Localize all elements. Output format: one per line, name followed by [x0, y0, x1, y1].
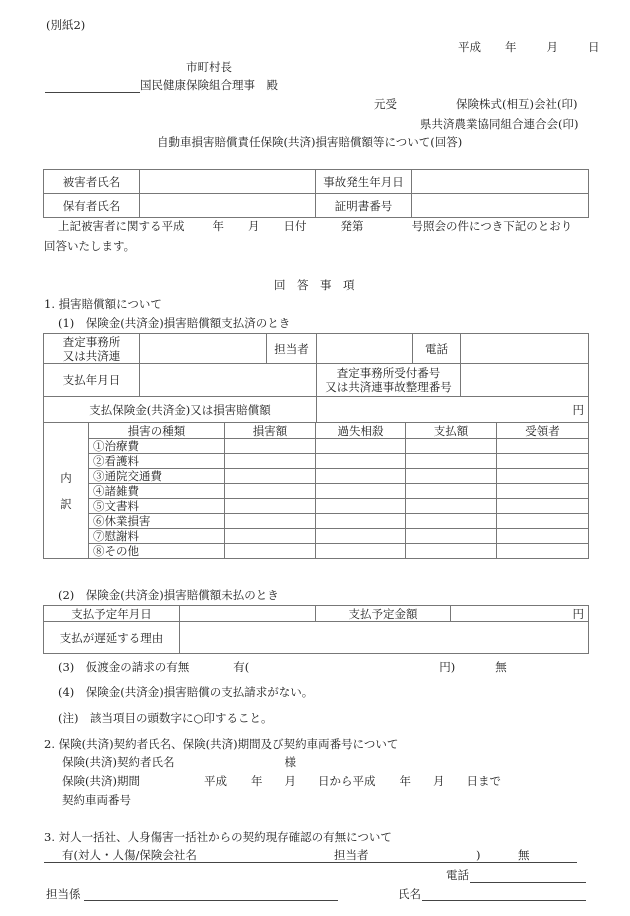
damage-amount-field[interactable] — [225, 499, 316, 514]
date-era: 平成 — [458, 40, 481, 54]
damage-type: ⑤文書料 — [89, 499, 225, 514]
col-damage-amount: 損害額 — [225, 423, 316, 439]
fault-offset-field[interactable] — [316, 529, 406, 544]
damage-amount-field[interactable] — [225, 514, 316, 529]
provisional-no[interactable]: 無 — [495, 660, 507, 674]
scheduled-date-field[interactable] — [180, 606, 316, 622]
intro-year: 年 — [212, 219, 224, 233]
period-from-era: 平成 — [203, 774, 227, 788]
name-field[interactable] — [422, 900, 586, 901]
note-line: (注) 該当項目の頭数字に○印すること。 — [58, 711, 273, 725]
provisional-payment-line — [58, 660, 507, 674]
office-label: 査定事務所 又は共済連 — [44, 334, 140, 364]
clerk-label: 担当係 — [46, 887, 81, 901]
date-line — [458, 40, 600, 54]
period-to-month: 月 — [432, 774, 445, 788]
accident-date-field[interactable] — [412, 170, 589, 194]
insurer-close-paren: ) — [476, 848, 481, 862]
intro-line2: 回答いたします。 — [44, 239, 136, 253]
insurer-no-label[interactable]: 無 — [518, 848, 530, 862]
table-row — [44, 484, 589, 499]
paid-amount-cell[interactable] — [406, 529, 497, 544]
policy-period-line — [62, 774, 501, 788]
period-from-year: 年 — [250, 774, 263, 788]
section1-sub2-heading: (2) 保険金(共済金)損害賠償額未払のとき — [58, 588, 279, 602]
paid-amount-cell[interactable] — [406, 544, 497, 559]
period-from-day: 日から平成 — [317, 774, 376, 788]
victim-name-field[interactable] — [140, 170, 316, 194]
insurer-underline[interactable] — [44, 862, 577, 863]
person-in-charge-label: 担当者 — [267, 334, 317, 364]
paid-amount-cell[interactable] — [406, 454, 497, 469]
fault-offset-field[interactable] — [316, 514, 406, 529]
scheduled-date-label: 支払予定年月日 — [44, 606, 180, 622]
paid-amount-cell[interactable] — [406, 439, 497, 454]
paid-amount-label: 支払保険金(共済金)又は損害賠償額 — [44, 397, 317, 423]
receiver-field[interactable] — [497, 499, 589, 514]
damage-type: ①治療費 — [89, 439, 225, 454]
intro-issue: 発第 — [340, 219, 364, 233]
damage-type: ⑦慰謝料 — [89, 529, 225, 544]
table-row — [44, 514, 589, 529]
insurer-yes-label[interactable]: 有(対人・人傷/保険会社名 — [62, 848, 197, 862]
table-row — [44, 469, 589, 484]
damage-type: ④諸雑費 — [89, 484, 225, 499]
col-receiver: 受領者 — [497, 423, 589, 439]
fault-offset-field[interactable] — [316, 439, 406, 454]
table-row — [44, 499, 589, 514]
paid-amount-cell[interactable] — [406, 469, 497, 484]
victim-info-table — [43, 169, 589, 218]
fault-offset-field[interactable] — [316, 544, 406, 559]
paid-amount-cell[interactable] — [406, 514, 497, 529]
recipient-line2: 国民健康保険組合理事 殿 — [140, 78, 278, 92]
vehicle-number-label: 契約車両番号 — [62, 793, 131, 807]
receiver-field[interactable] — [497, 529, 589, 544]
delay-reason-field[interactable] — [180, 622, 589, 654]
sender-coop: 県共済農業協同組合連合会(印) — [420, 117, 579, 131]
date-year: 年 — [505, 40, 517, 54]
period-to-day: 日まで — [466, 774, 501, 788]
insurer-person-label: 担当者 — [334, 848, 369, 862]
period-to-year: 年 — [399, 774, 411, 788]
scheduled-amount-field[interactable] — [451, 606, 589, 622]
contact-phone-field[interactable] — [470, 882, 586, 883]
period-from-month: 月 — [284, 774, 296, 788]
name-label: 氏名 — [398, 887, 421, 901]
paid-claims-table — [43, 333, 589, 423]
receiver-field[interactable] — [497, 469, 589, 484]
table-row — [44, 529, 589, 544]
intro-line1 — [58, 219, 572, 233]
section1-sub1-heading: (1) 保険金(共済金)損害賠償額支払済のとき — [58, 316, 291, 330]
policyholder-line — [62, 755, 296, 769]
policyholder-suffix: 様 — [284, 755, 296, 769]
damage-amount-field[interactable] — [225, 484, 316, 499]
provisional-yen: 円) — [439, 660, 456, 674]
office-field[interactable] — [140, 334, 267, 364]
sender-prefix: 元受 — [374, 97, 397, 111]
sender-company: 保険株式(相互)会社(印) — [456, 97, 578, 111]
intro-day: 日付 — [283, 219, 307, 233]
damage-amount-field[interactable] — [225, 439, 316, 454]
receipt-number-label: 査定事務所受付番号 又は共済連事故整理番号 — [317, 364, 461, 397]
table-row — [44, 454, 589, 469]
fault-offset-field[interactable] — [316, 454, 406, 469]
phone-label: 電話 — [413, 334, 461, 364]
yen-unit: 円 — [572, 402, 584, 417]
provisional-payment-label: (3) 仮渡金の請求の有無 — [58, 660, 190, 674]
policyholder-label: 保険(共済)契約者氏名 — [62, 755, 175, 769]
section3-heading: 3. 対人一括社、人身傷害一括社からの契約現存確認の有無について — [44, 830, 392, 844]
paid-amount-cell[interactable] — [406, 499, 497, 514]
victim-name-label: 被害者氏名 — [44, 170, 140, 194]
recipient-line1: 市町村長 — [186, 60, 232, 74]
breakdown-label: 内 訳 — [44, 423, 89, 559]
section1-heading: 1. 損害賠償額について — [44, 297, 162, 311]
owner-name-label: 保有者氏名 — [44, 194, 140, 218]
recipient-blank-line[interactable] — [45, 92, 140, 93]
col-damage-type: 損害の種類 — [89, 423, 225, 439]
damage-amount-field[interactable] — [225, 469, 316, 484]
section2-heading: 2. 保険(共済)契約者氏名、保険(共済)期間及び契約車両番号について — [44, 737, 399, 751]
section-title: 回 答 事 項 — [274, 278, 355, 292]
pay-date-field[interactable] — [140, 364, 317, 397]
date-day: 日 — [588, 40, 600, 54]
scheduled-amount-label: 支払予定金額 — [316, 606, 451, 622]
breakdown-table — [43, 422, 589, 559]
pay-date-label: 支払年月日 — [44, 364, 140, 397]
certificate-number-field[interactable] — [412, 194, 589, 218]
clerk-field[interactable] — [84, 900, 338, 901]
intro-text-a: 上記被害者に関する平成 — [58, 219, 185, 233]
receiver-field[interactable] — [497, 484, 589, 499]
person-in-charge-field[interactable] — [317, 334, 413, 364]
damage-amount-field[interactable] — [225, 454, 316, 469]
delay-reason-label: 支払が遅延する理由 — [44, 622, 180, 654]
receiver-field[interactable] — [497, 514, 589, 529]
receiver-field[interactable] — [497, 439, 589, 454]
receipt-number-field[interactable] — [461, 364, 589, 397]
unpaid-claims-table — [43, 605, 589, 654]
provisional-yes[interactable]: 有( — [233, 660, 250, 674]
receiver-field[interactable] — [497, 454, 589, 469]
fault-offset-field[interactable] — [316, 469, 406, 484]
fault-offset-field[interactable] — [316, 499, 406, 514]
table-row — [44, 439, 589, 454]
annex-label: (別紙2) — [46, 18, 86, 32]
paid-amount-field[interactable] — [317, 397, 589, 423]
phone-field[interactable] — [461, 334, 589, 364]
damage-type: ⑥休業損害 — [89, 514, 225, 529]
no-claim-line: (4) 保険金(共済金)損害賠償の支払請求がない。 — [58, 685, 314, 699]
intro-month: 月 — [248, 219, 260, 233]
damage-type: ③通院交通費 — [89, 469, 225, 484]
accident-date-label: 事故発生年月日 — [316, 170, 412, 194]
col-paid-amount: 支払額 — [406, 423, 497, 439]
certificate-number-label: 証明書番号 — [316, 194, 412, 218]
owner-name-field[interactable] — [140, 194, 316, 218]
contact-phone-label: 電話 — [446, 868, 469, 882]
policy-period-label: 保険(共済)期間 — [62, 774, 140, 788]
intro-text-f: 号照会の件につき下記のとおり — [411, 219, 573, 233]
damage-type: ⑧その他 — [89, 544, 225, 559]
damage-amount-field[interactable] — [225, 529, 316, 544]
table-row — [44, 544, 589, 559]
yen-unit: 円 — [572, 606, 584, 621]
document-title: 自動車損害賠償責任保険(共済)損害賠償額等について(回答) — [157, 135, 463, 149]
paid-amount-cell[interactable] — [406, 484, 497, 499]
receiver-field[interactable] — [497, 544, 589, 559]
fault-offset-field[interactable] — [316, 484, 406, 499]
damage-amount-field[interactable] — [225, 544, 316, 559]
damage-type: ②看護料 — [89, 454, 225, 469]
col-fault-offset: 過失相殺 — [316, 423, 406, 439]
date-month: 月 — [546, 40, 558, 54]
